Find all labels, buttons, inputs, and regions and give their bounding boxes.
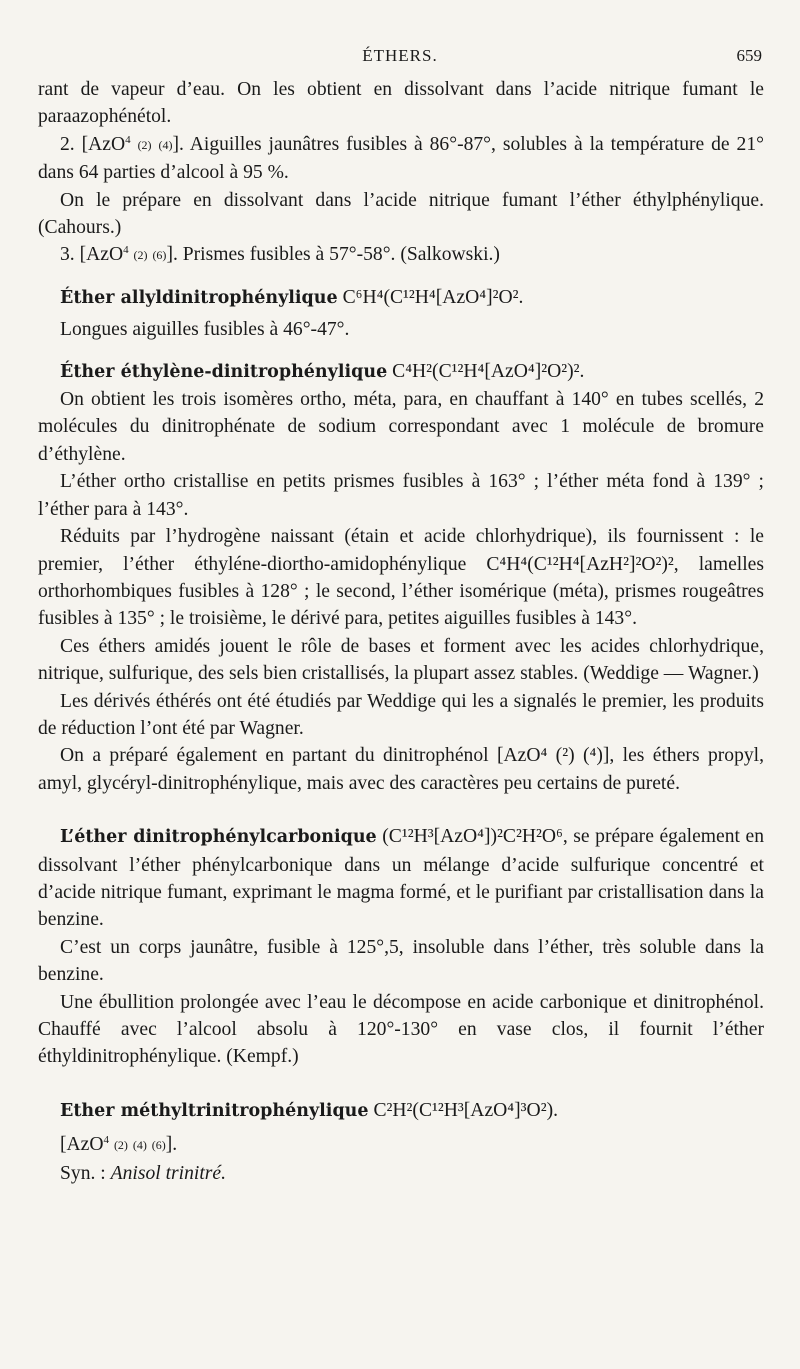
paragraph-isomer-positions: [AzO$^4$ (2) (4) (6)]. [60,1134,178,1156]
section-heading-allyl: Éther allyldinitrophénylique C⁶H⁴(C¹²H⁴[AzO⁴]²O². [60,286,524,308]
paragraph: On a préparé également en partant du dinitrophénol [AzO⁴ (²) (⁴)], les éthers propyl, amyl, glycéryl-dinitrophénylique, mais avec des caractères peu certains de pureté. [38,745,764,794]
paragraph: Réduits par l’hydrogène naissant (étain et acide chlorhydrique), ils fournissent : le premier, l’éther éthyléne-diortho-amidophénylique C⁴H⁴(C¹²H⁴[AzH²]²O²)², lamelles orthorhombiques fusibles à 128° ; le second, l’éther isomérique (méta), prismes rougeâtres fusibles à 135° ; le troisième, le dérivé para, petites aiguilles fusibles à 143°. [38,526,764,630]
paragraph: rant de vapeur d’eau. On les obtient en dissolvant dans l’acide nitrique fumant le paraazophénétol. [38,79,764,128]
paragraph: L’éther ortho cristallise en petits prismes fusibles à 163° ; l’éther méta fond à 139° ; l’éther para à 143°. [38,471,764,520]
page-number: 659 [736,46,762,65]
page-body [38,76,764,1187]
section-heading-ethylene: Éther éthylène-dinitrophénylique C⁴H²(C¹²H⁴[AzO⁴]²O²)². [60,360,585,382]
running-head: ÉTHERS. [362,46,438,65]
paragraph: Les dérivés éthérés ont été étudiés par Weddige qui les a signalés le premier, les produits de réduction l’ont été par Wagner. [38,690,764,739]
paragraph: Longues aiguilles fusibles à 46°-47°. [60,319,350,341]
paragraph: On obtient les trois isomères ortho, méta, para, en chauffant à 140° en tubes scellés, 2 molécules du dinitrophénate de sodium correspondant avec 1 molécule de bromure d’éthylène. [38,389,764,465]
paragraph: On le prépare en dissolvant dans l’acide nitrique fumant l’éther éthylphénylique. (Cahours.) [38,189,764,239]
paragraph-dinitrophenylcarbonique: L’éther dinitrophénylcarbonique (C¹²H³[AzO⁴])²C²H²O⁶, se prépare également en dissolvant l’éther phénylcarbonique dans un mélange d’acide sulfurique concentré et d’acide nitrique fumant, exprimant le magma formé, et le purifiant par cristallisation dans la benzine. [38,826,764,931]
synonym-line: Syn. : Anisol trinitré. [60,1162,227,1184]
paragraph: Une ébullition prolongée avec l’eau le décompose en acide carbonique et dinitrophénol. Chauffé avec l’alcool absolu à 120°-130° en vase clos, il fournit l’éther éthyldinitrophénylique. (Kempf.) [38,991,764,1068]
paragraph-isomer-3: 3. [AzO$^4$ (2) (6)]. Prismes fusibles à 57°-58°. (Salkowski.) [60,244,500,266]
page-header [0,46,800,70]
section-heading-methyl: Ether méthyltrinitrophénylique C²H²(C¹²H³[AzO⁴]³O²). [60,1099,558,1121]
paragraph-isomer-2: 2. [AzO$^4$ (2) (4)]. Aiguilles jaunâtres fusibles à 86°-87°, solubles à la température de 21° dans 64 parties d’alcool à 95 %. [38,133,764,184]
paragraph: Ces éthers amidés jouent le rôle de bases et forment avec les acides chlorhydrique, nitrique, sulfurique, des sels bien cristallisés, la plupart assez stables. (Weddige — Wagner.) [38,635,764,685]
paragraph: C’est un corps jaunâtre, fusible à 125°,5, insoluble dans l’éther, très soluble dans la benzine. [38,936,764,986]
